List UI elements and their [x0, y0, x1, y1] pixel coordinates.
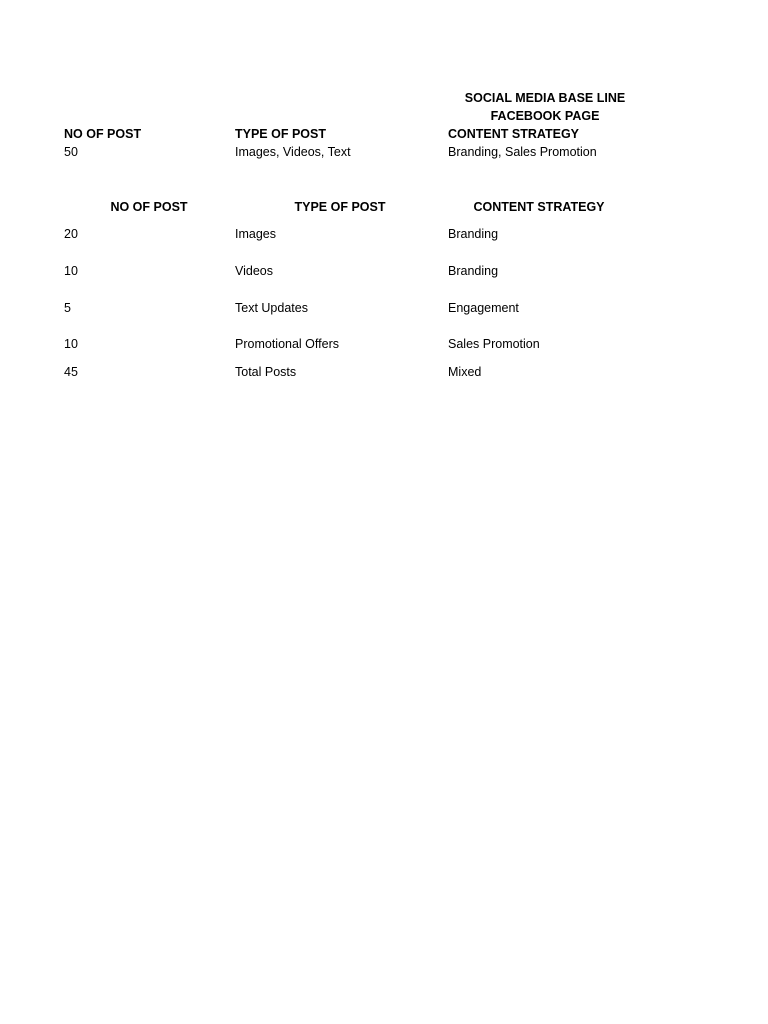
- table-cell-strategy: Engagement: [448, 301, 519, 315]
- table-cell-strategy: Branding: [448, 227, 499, 241]
- table-cell-count: 10: [64, 337, 78, 351]
- table-cell-type: Text Updates: [235, 301, 308, 315]
- page-title: SOCIAL MEDIA BASE LINE: [464, 91, 626, 105]
- table-cell-type: Videos: [235, 264, 273, 278]
- table-cell-strategy: Sales Promotion: [448, 337, 540, 351]
- table-cell-count: 10: [64, 264, 78, 278]
- summary-header-no-of-post: NO OF POST: [64, 127, 142, 141]
- summary-header-type-of-post: TYPE OF POST: [235, 127, 326, 141]
- breakdown-header-content-strategy: CONTENT STRATEGY: [473, 200, 605, 214]
- table-cell-count: 45: [64, 365, 78, 379]
- breakdown-header-no-of-post: NO OF POST: [110, 200, 188, 214]
- breakdown-header-type-of-post: TYPE OF POST: [294, 200, 386, 214]
- table-cell-strategy: Branding: [448, 264, 499, 278]
- summary-value-content-strategy: Branding, Sales Promotion: [448, 145, 597, 159]
- table-cell-strategy: Mixed: [448, 365, 482, 379]
- table-cell-type: Total Posts: [235, 365, 297, 379]
- summary-value-type-of-post: Images, Videos, Text: [235, 145, 351, 159]
- page-subtitle: FACEBOOK PAGE: [490, 109, 600, 123]
- table-cell-count: 5: [64, 301, 71, 315]
- table-cell-count: 20: [64, 227, 78, 241]
- table-cell-type: Images: [235, 227, 276, 241]
- summary-value-no-of-post: 50: [64, 145, 78, 159]
- summary-header-content-strategy: CONTENT STRATEGY: [448, 127, 580, 141]
- table-cell-type: Promotional Offers: [235, 337, 339, 351]
